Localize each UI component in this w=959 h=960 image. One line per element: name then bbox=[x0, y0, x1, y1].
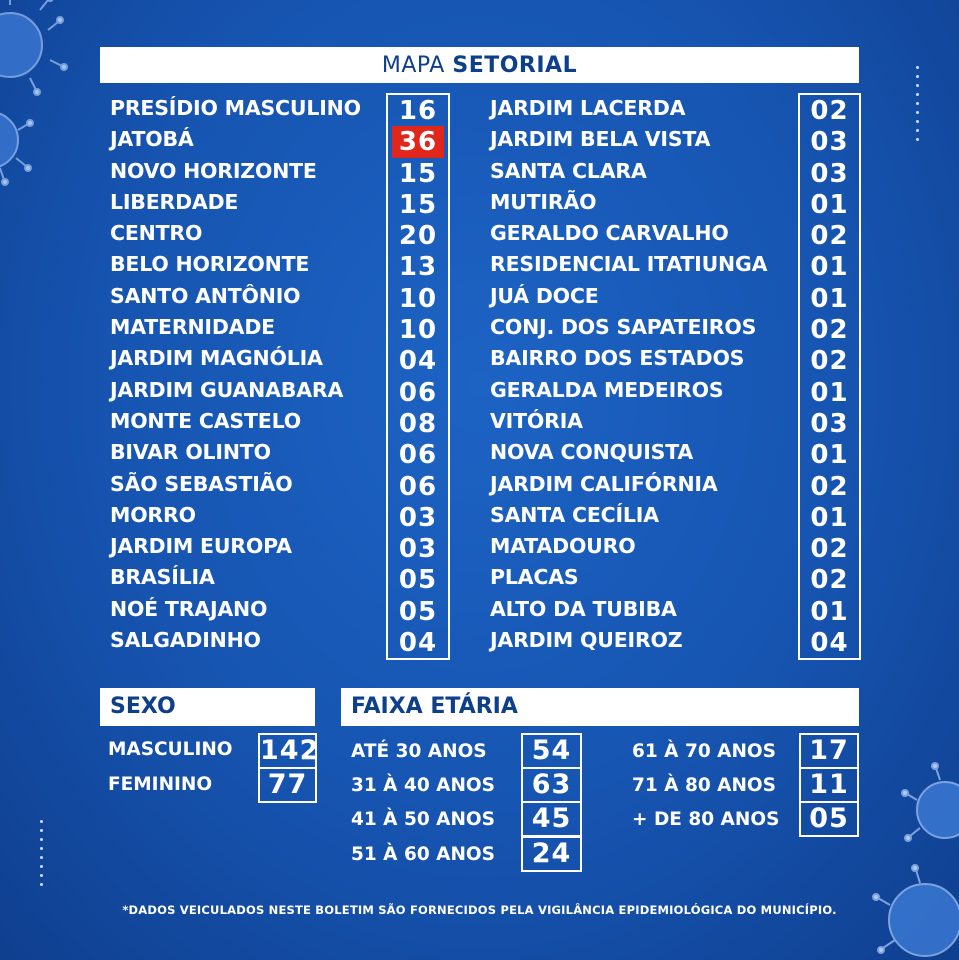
faixa-label: ATÉ 30 ANOS bbox=[351, 741, 487, 762]
masculino-label: MASCULINO bbox=[108, 739, 233, 760]
neighborhood-name: SANTA CLARA bbox=[490, 158, 647, 183]
neighborhood-count: 06 bbox=[398, 377, 438, 408]
faixa-value: 11 bbox=[799, 767, 859, 803]
neighborhood-name: JARDIM BELA VISTA bbox=[490, 127, 711, 152]
neighborhood-name: ALTO DA TUBIBA bbox=[490, 596, 677, 621]
neighborhood-name: NOVO HORIZONTE bbox=[110, 158, 317, 183]
neighborhood-count: 10 bbox=[398, 283, 438, 314]
neighborhood-name: MUTIRÃO bbox=[490, 189, 597, 214]
sexo-header: SEXO bbox=[100, 688, 315, 726]
title-bold: SETORIAL bbox=[452, 53, 578, 78]
faixa-value: 24 bbox=[521, 836, 582, 872]
neighborhood-count: 01 bbox=[810, 440, 849, 471]
neighborhood-name: JUÁ DOCE bbox=[490, 283, 599, 308]
faixa-value: 54 bbox=[521, 733, 582, 769]
faixa-label: 31 À 40 ANOS bbox=[351, 775, 495, 796]
neighborhood-count: 15 bbox=[398, 189, 438, 220]
neighborhood-name: SANTA CECÍLIA bbox=[490, 502, 659, 527]
page-title bbox=[100, 47, 859, 83]
neighborhood-name: JARDIM QUEIROZ bbox=[490, 628, 683, 653]
neighborhood-count: 01 bbox=[810, 596, 849, 627]
decor-dots-right bbox=[916, 66, 920, 147]
neighborhood-name: JATOBÁ bbox=[110, 127, 194, 152]
neighborhood-name: MONTE CASTELO bbox=[110, 408, 301, 433]
neighborhood-count: 13 bbox=[398, 252, 438, 283]
neighborhood-count: 06 bbox=[398, 440, 438, 471]
neighborhood-name: LIBERDADE bbox=[110, 189, 239, 214]
neighborhood-count: 05 bbox=[398, 596, 438, 627]
neighborhood-name: NOVA CONQUISTA bbox=[490, 440, 694, 465]
values-box-left bbox=[386, 93, 450, 660]
neighborhood-name: CONJ. DOS SAPATEIROS bbox=[490, 315, 757, 340]
neighborhood-count: 01 bbox=[810, 252, 849, 283]
neighborhood-count: 15 bbox=[398, 158, 438, 189]
neighborhood-name: SANTO ANTÔNIO bbox=[110, 283, 301, 308]
neighborhood-count: 03 bbox=[810, 127, 849, 158]
neighborhood-count: 02 bbox=[810, 315, 849, 346]
neighborhood-count: 02 bbox=[810, 346, 849, 377]
neighborhood-name: GERALDA MEDEIROS bbox=[490, 377, 724, 402]
neighborhood-count: 02 bbox=[810, 534, 849, 565]
neighborhood-count: 02 bbox=[810, 96, 849, 126]
neighborhood-name: JARDIM LACERDA bbox=[490, 96, 686, 120]
faixa-value: 63 bbox=[521, 767, 582, 803]
faixa-value: 45 bbox=[521, 801, 582, 837]
neighborhood-count: 01 bbox=[810, 189, 849, 220]
neighborhood-count: 04 bbox=[810, 628, 849, 659]
neighborhood-name: RESIDENCIAL ITATIUNGA bbox=[490, 252, 768, 277]
neighborhood-count: 05 bbox=[398, 565, 438, 596]
neighborhood-count: 01 bbox=[810, 377, 849, 408]
neighborhood-count: 02 bbox=[810, 221, 849, 252]
neighborhood-name: GERALDO CARVALHO bbox=[490, 221, 729, 246]
neighborhood-name: JARDIM CALIFÓRNIA bbox=[490, 471, 718, 496]
neighborhood-name: PRESÍDIO MASCULINO bbox=[110, 96, 361, 120]
neighborhood-count: 02 bbox=[810, 565, 849, 596]
neighborhood-count: 03 bbox=[398, 534, 438, 565]
faixa-label: 51 À 60 ANOS bbox=[351, 844, 495, 865]
faixa-value: 05 bbox=[799, 801, 859, 837]
neighborhood-count: 20 bbox=[398, 221, 438, 252]
neighborhood-name: CENTRO bbox=[110, 221, 203, 246]
neighborhood-name: BRASÍLIA bbox=[110, 565, 215, 590]
footnote: *DADOS VEICULADOS NESTE BOLETIM SÃO FORNECIDOS PELA VIGILÂNCIA EPIDEMIOLÓGICA DO MUNICÍPIO. bbox=[122, 903, 837, 917]
neighborhood-name: JARDIM MAGNÓLIA bbox=[110, 346, 323, 371]
neighborhood-name: MATERNIDADE bbox=[110, 315, 275, 340]
neighborhood-name: PLACAS bbox=[490, 565, 579, 590]
neighborhood-name: JARDIM GUANABARA bbox=[110, 377, 344, 402]
virus-icon-bottom-right bbox=[850, 740, 959, 960]
neighborhood-name: SÃO SEBASTIÃO bbox=[110, 471, 293, 496]
neighborhood-name: BAIRRO DOS ESTADOS bbox=[490, 346, 745, 371]
neighborhood-count: 01 bbox=[810, 283, 849, 314]
neighborhood-count: 04 bbox=[398, 628, 438, 659]
neighborhood-count: 02 bbox=[810, 471, 849, 502]
feminino-label: FEMININO bbox=[108, 774, 213, 795]
faixa-label: 61 À 70 ANOS bbox=[632, 741, 776, 762]
values-box-right bbox=[798, 93, 861, 660]
faixa-header: FAIXA ETÁRIA bbox=[341, 688, 859, 726]
faixa-label: + DE 80 ANOS bbox=[632, 809, 780, 830]
decor-dots-left bbox=[40, 820, 44, 892]
neighborhood-name: SALGADINHO bbox=[110, 628, 261, 653]
neighborhood-name: BIVAR OLINTO bbox=[110, 440, 271, 465]
neighborhood-name: VITÓRIA bbox=[490, 408, 583, 433]
faixa-value: 17 bbox=[799, 733, 859, 769]
virus-icon-top-left bbox=[0, 0, 90, 220]
neighborhood-count: 16 bbox=[398, 96, 438, 126]
faixa-label: 41 À 50 ANOS bbox=[351, 809, 495, 830]
neighborhood-name: MORRO bbox=[110, 502, 196, 527]
neighborhood-count: 36 bbox=[392, 126, 444, 157]
neighborhood-count: 08 bbox=[398, 408, 438, 439]
neighborhood-count: 03 bbox=[810, 158, 849, 189]
neighborhood-name: MATADOURO bbox=[490, 534, 636, 559]
title-light: MAPA bbox=[381, 53, 445, 78]
neighborhood-count: 06 bbox=[398, 471, 438, 502]
faixa-label: 71 À 80 ANOS bbox=[632, 775, 776, 796]
neighborhood-name: BELO HORIZONTE bbox=[110, 252, 310, 277]
feminino-value: 77 bbox=[258, 767, 317, 803]
masculino-value: 142 bbox=[258, 733, 317, 769]
neighborhood-name: NOÉ TRAJANO bbox=[110, 596, 268, 621]
neighborhood-count: 10 bbox=[398, 315, 438, 346]
neighborhood-name: JARDIM EUROPA bbox=[110, 534, 292, 559]
neighborhood-count: 04 bbox=[398, 346, 438, 377]
neighborhood-count: 03 bbox=[398, 502, 438, 533]
neighborhood-count: 03 bbox=[810, 408, 849, 439]
neighborhood-count: 01 bbox=[810, 502, 849, 533]
